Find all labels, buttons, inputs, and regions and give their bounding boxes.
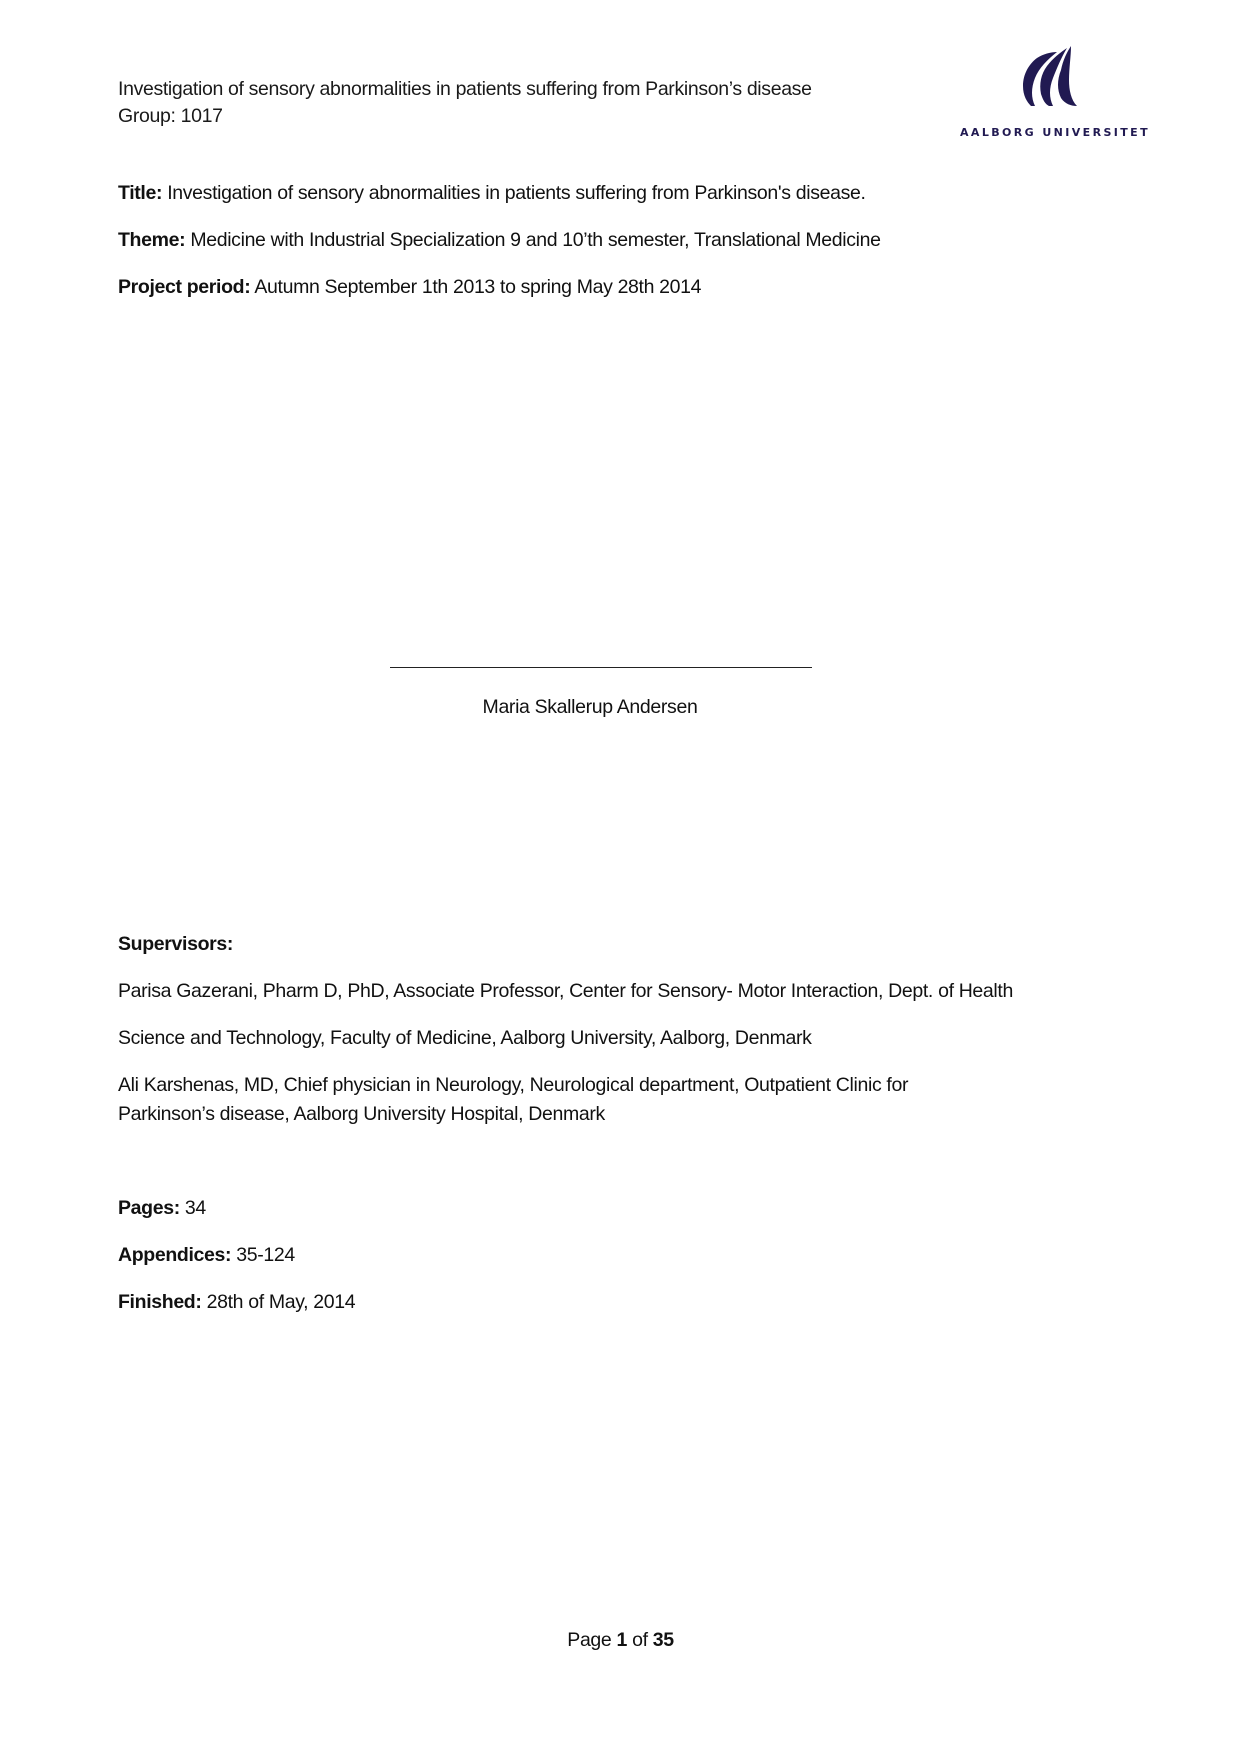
theme-value: Medicine with Industrial Specialization 9 and 10’th semester, Translational Medicine (185, 229, 881, 251)
appendices-label: Appendices: (118, 1244, 232, 1266)
running-header-group: Group: 1017 (118, 105, 223, 127)
finished-label: Finished: (118, 1291, 202, 1313)
logo-wordmark: AALBORG UNIVERSITET (960, 126, 1150, 139)
pages-value: 34 (179, 1197, 206, 1219)
pages-field (118, 1196, 206, 1220)
title-field (118, 181, 866, 205)
aalborg-university-logo (960, 40, 1150, 145)
total-page-count: 35 (652, 1629, 674, 1651)
page-word: Page (567, 1629, 617, 1651)
title-label: Title: (118, 182, 163, 204)
finished-value: 28th of May, 2014 (201, 1291, 356, 1313)
theme-label: Theme: (118, 229, 186, 251)
project-period-value: Autumn September 1th 2013 to spring May 28th 2014 (250, 276, 702, 298)
running-header-title: Investigation of sensory abnormalities in patients suffering from Parkinson’s disease (118, 78, 812, 100)
appendices-field (118, 1243, 295, 1267)
author-name: Maria Skallerup Andersen (482, 696, 698, 718)
supervisor-1-line-1: Parisa Gazerani, Pharm D, PhD, Associate Professor, Center for Sensory- Motor Interaction, Dept. of Health (118, 980, 1013, 1002)
page-number-footer (0, 1628, 1241, 1652)
supervisors-heading (118, 932, 233, 956)
project-period-label: Project period: (118, 276, 251, 298)
supervisor-2-line-2: Parkinson’s disease, Aalborg University Hospital, Denmark (118, 1103, 605, 1125)
project-period-field (118, 275, 701, 299)
current-page-number: 1 (616, 1629, 627, 1651)
supervisor-2-line-1: Ali Karshenas, MD, Chief physician in Neurology, Neurological department, Outpatient Clinic for (118, 1074, 909, 1096)
theme-field (118, 228, 881, 252)
appendices-value: 35-124 (231, 1244, 295, 1266)
title-value: Investigation of sensory abnormalities in patients suffering from Parkinson's disease. (162, 182, 866, 204)
pages-label: Pages: (118, 1197, 180, 1219)
signature-line (390, 667, 812, 668)
supervisor-1-line-2: Science and Technology, Faculty of Medicine, Aalborg University, Aalborg, Denmark (118, 1027, 812, 1049)
of-word: of (627, 1629, 653, 1651)
supervisors-heading-text: Supervisors: (118, 933, 234, 955)
aalborg-wave-logo-icon (1017, 44, 1083, 110)
finished-field (118, 1290, 355, 1314)
